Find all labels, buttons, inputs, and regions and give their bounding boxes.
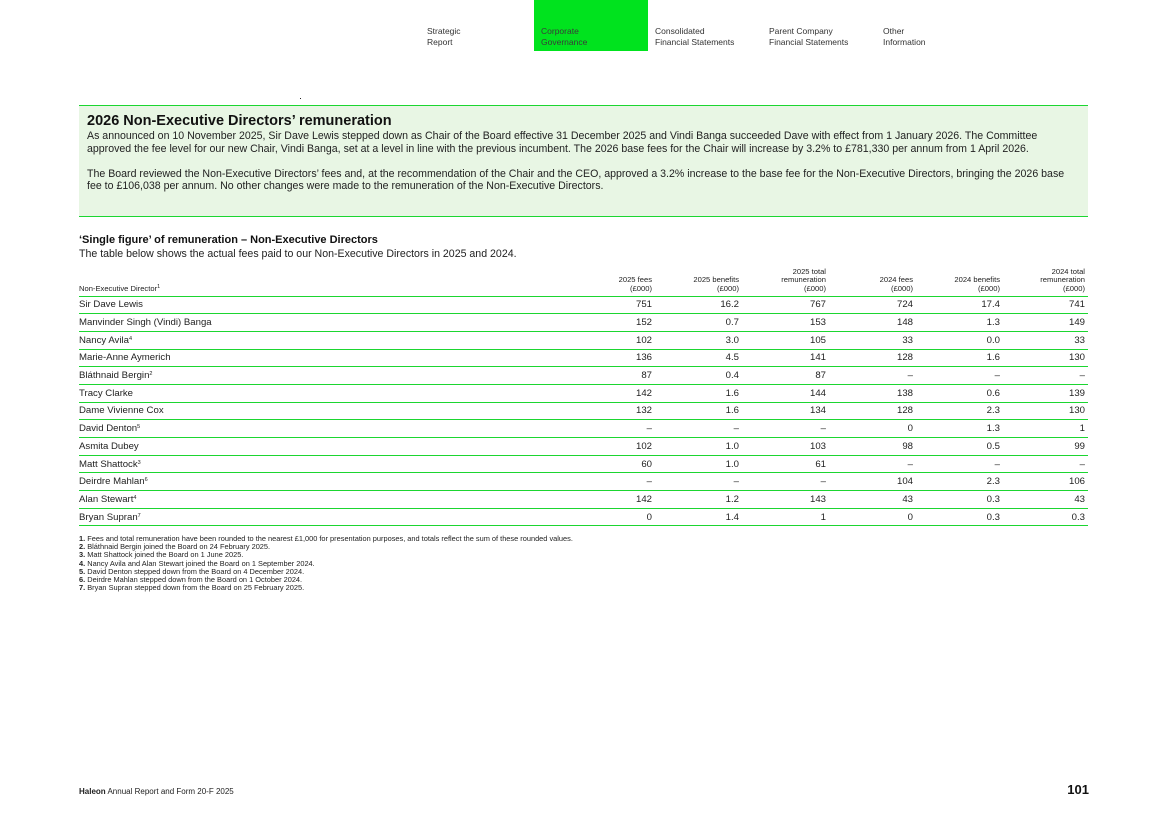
cell-total-2024: 1 bbox=[1003, 420, 1088, 438]
footnote-ref: 7 bbox=[137, 512, 141, 519]
cell-total-2024: 33 bbox=[1003, 331, 1088, 349]
cell-total-2024: 139 bbox=[1003, 384, 1088, 402]
footnotes bbox=[79, 535, 573, 592]
cell-director-name: Asmita Dubey bbox=[79, 438, 579, 456]
cell-benefits-2025: 3.0 bbox=[655, 331, 742, 349]
cell-fees-2024: 33 bbox=[829, 331, 916, 349]
cell-fees-2024: – bbox=[829, 455, 916, 473]
cell-total-2024: 43 bbox=[1003, 491, 1088, 509]
header-director: Non-Executive Director$^1$ bbox=[79, 264, 579, 296]
cell-benefits-2025: – bbox=[655, 473, 742, 491]
cell-total-2024: – bbox=[1003, 367, 1088, 385]
tab-label: Other bbox=[883, 26, 905, 36]
footnote-ref: 4 bbox=[128, 335, 133, 342]
cell-total-2024: 149 bbox=[1003, 314, 1088, 332]
table-row bbox=[79, 438, 1088, 456]
cell-benefits-2025: 4.5 bbox=[655, 349, 742, 367]
callout-title: 2026 Non-Executive Directors’ remuneration bbox=[87, 113, 392, 129]
footnote: 7. Bryan Supran stepped down from the Board on 25 February 2025. bbox=[79, 583, 305, 593]
cell-fees-2024: 138 bbox=[829, 384, 916, 402]
cell-total-2025: 103 bbox=[742, 438, 829, 456]
cell-benefits-2024: 2.3 bbox=[916, 473, 1003, 491]
cell-fees-2025: 102 bbox=[579, 331, 655, 349]
table-row bbox=[79, 349, 1088, 367]
table-row bbox=[79, 491, 1088, 509]
cell-benefits-2024: – bbox=[916, 455, 1003, 473]
footnote: 3. Matt Shattock joined the Board on 1 June 2025. bbox=[79, 550, 244, 560]
cell-benefits-2025: 1.6 bbox=[655, 402, 742, 420]
cell-fees-2025: 142 bbox=[579, 384, 655, 402]
cell-total-2024: 106 bbox=[1003, 473, 1088, 491]
table-row bbox=[79, 331, 1088, 349]
cell-fees-2024: – bbox=[829, 367, 916, 385]
table-row bbox=[79, 296, 1088, 314]
tab-label: Information bbox=[883, 36, 926, 47]
callout-paragraph-board: The Board reviewed the Non-Executive Directors’ fees and, at the recommendation of the Chair and the CEO, approved a 3.2% increase to the base fee for the Non-Executive Directors, bringing the 2026 base fee to £106,038 per annum. No other changes were made to the remuneration of the Non-Executive Directors. bbox=[87, 167, 1065, 193]
cell-benefits-2024: 1.3 bbox=[916, 420, 1003, 438]
top-nav bbox=[420, 0, 990, 51]
cell-benefits-2025: 1.6 bbox=[655, 384, 742, 402]
cell-director-name: Deirdre Mahlan$^6$ bbox=[79, 473, 579, 491]
header-2024-fees: 2024 fees (£000) bbox=[829, 264, 916, 296]
cell-director-name: David Denton$^5$ bbox=[79, 420, 579, 438]
cell-total-2025: 767 bbox=[742, 296, 829, 314]
cell-fees-2025: 87 bbox=[579, 367, 655, 385]
cell-total-2025: 134 bbox=[742, 402, 829, 420]
section-title: ‘Single figure’ of remuneration – Non-Executive Directors bbox=[79, 234, 378, 246]
cell-benefits-2024: 17.4 bbox=[916, 296, 1003, 314]
footer-document bbox=[79, 787, 234, 796]
footnote: 5. David Denton stepped down from the Board on 4 December 2024. bbox=[79, 566, 305, 576]
cell-director-name: Tracy Clarke bbox=[79, 384, 579, 402]
cell-fees-2025: – bbox=[579, 420, 655, 438]
cell-director-name: Bláthnaid Bergin$^2$ bbox=[79, 367, 579, 385]
cell-fees-2025: 152 bbox=[579, 314, 655, 332]
table-row bbox=[79, 384, 1088, 402]
table-row bbox=[79, 455, 1088, 473]
cell-total-2025: 153 bbox=[742, 314, 829, 332]
cell-total-2024: 130 bbox=[1003, 349, 1088, 367]
tab-corporate-governance[interactable] bbox=[534, 0, 648, 51]
remuneration-table bbox=[79, 264, 1088, 526]
footnote: 4. Nancy Avila and Alan Stewart joined the Board on 1 September 2024. bbox=[79, 558, 315, 568]
cell-benefits-2025: 1.0 bbox=[655, 455, 742, 473]
section-intro: The table below shows the actual fees paid to our Non-Executive Directors in 2025 and 2024. bbox=[79, 248, 517, 260]
callout-paragraph-chair: As announced on 10 November 2025, Sir Dave Lewis stepped down as Chair of the Board effective 31 December 2025 and Vindi Banga succeeded Dave with effect from 1 January 2026. The Committee approved the fee level for our new Chair, Vindi Banga, set at a level in line with the previous incumbent. The 2026 base fees for the Chair will increase by 3.2% to £781,330 per annum from 1 April 2026. bbox=[87, 130, 1038, 155]
cell-benefits-2025: – bbox=[655, 420, 742, 438]
cell-benefits-2024: 0.0 bbox=[916, 331, 1003, 349]
cell-director-name: Marie-Anne Aymerich bbox=[79, 349, 579, 367]
footnote-ref: 5 bbox=[137, 424, 141, 431]
cell-director-name: Sir Dave Lewis bbox=[79, 296, 579, 314]
cell-fees-2024: 43 bbox=[829, 491, 916, 509]
header-2025-total: 2025 total remuneration (£000) bbox=[742, 264, 829, 296]
table-row bbox=[79, 420, 1088, 438]
cell-benefits-2025: 0.4 bbox=[655, 367, 742, 385]
footnote-ref: 4 bbox=[133, 494, 137, 501]
cell-benefits-2024: 0.3 bbox=[916, 491, 1003, 509]
tab-label: Financial Statements bbox=[655, 36, 735, 47]
page-number: 101 bbox=[1067, 782, 1089, 797]
cell-benefits-2024: 0.6 bbox=[916, 384, 1003, 402]
cell-fees-2025: 0 bbox=[579, 508, 655, 526]
cell-fees-2025: 132 bbox=[579, 402, 655, 420]
tab-other-information[interactable] bbox=[876, 0, 990, 51]
table-body bbox=[79, 296, 1088, 526]
cell-total-2024: 741 bbox=[1003, 296, 1088, 314]
header-2024-benefits: 2024 benefits (£000) bbox=[916, 264, 1003, 296]
cell-fees-2024: 128 bbox=[829, 402, 916, 420]
cell-benefits-2024: – bbox=[916, 367, 1003, 385]
cell-benefits-2025: 1.4 bbox=[655, 508, 742, 526]
cell-fees-2024: 0 bbox=[829, 508, 916, 526]
cell-total-2025: 144 bbox=[742, 384, 829, 402]
header-2025-benefits: 2025 benefits (£000) bbox=[655, 264, 742, 296]
cell-total-2025: – bbox=[742, 473, 829, 491]
cell-benefits-2024: 0.5 bbox=[916, 438, 1003, 456]
cell-total-2025: 1 bbox=[742, 508, 829, 526]
remuneration-callout bbox=[79, 105, 1088, 217]
cell-fees-2024: 148 bbox=[829, 314, 916, 332]
cell-benefits-2025: 1.2 bbox=[655, 491, 742, 509]
cell-total-2025: 105 bbox=[742, 331, 829, 349]
cell-fees-2024: 128 bbox=[829, 349, 916, 367]
cell-benefits-2024: 1.6 bbox=[916, 349, 1003, 367]
cell-fees-2025: 102 bbox=[579, 438, 655, 456]
table-row bbox=[79, 367, 1088, 385]
footnote: 6. Deirdre Mahlan stepped down from the Board on 1 October 2024. bbox=[79, 575, 303, 585]
table-row bbox=[79, 314, 1088, 332]
tab-label: Corporate bbox=[541, 26, 579, 36]
table-row bbox=[79, 473, 1088, 491]
footnote: 1. Fees and total remuneration have been rounded to the nearest £1,000 for presentation purposes, and totals reflect the sum of these rounded values. bbox=[79, 534, 573, 543]
cell-total-2024: 99 bbox=[1003, 438, 1088, 456]
table-row bbox=[79, 508, 1088, 526]
tab-label: Parent Company bbox=[769, 26, 833, 36]
cell-director-name: Matt Shattock$^3$ bbox=[79, 455, 579, 473]
cell-fees-2025: 60 bbox=[579, 455, 655, 473]
cell-fees-2025: – bbox=[579, 473, 655, 491]
cell-total-2025: 141 bbox=[742, 349, 829, 367]
cell-fees-2025: 136 bbox=[579, 349, 655, 367]
footnote: 2. Bláthnaid Bergin joined the Board on 24 February 2025. bbox=[79, 542, 271, 552]
stray-dot bbox=[300, 98, 301, 99]
tab-strategic-report[interactable] bbox=[420, 0, 534, 51]
cell-total-2025: 143 bbox=[742, 491, 829, 509]
footer-brand: Haleon bbox=[79, 787, 106, 796]
cell-fees-2024: 0 bbox=[829, 420, 916, 438]
cell-director-name: Bryan Supran$^7$ bbox=[79, 508, 579, 526]
cell-fees-2025: 142 bbox=[579, 491, 655, 509]
cell-benefits-2025: 0.7 bbox=[655, 314, 742, 332]
cell-director-name: Nancy Avila$^4$ bbox=[79, 331, 579, 349]
cell-total-2024: 130 bbox=[1003, 402, 1088, 420]
cell-benefits-2024: 0.3 bbox=[916, 508, 1003, 526]
tab-parent-company-financial-statements[interactable] bbox=[762, 0, 876, 51]
cell-director-name: Alan Stewart$^4$ bbox=[79, 491, 579, 509]
tab-label: Strategic bbox=[427, 26, 461, 36]
cell-director-name: Manvinder Singh (Vindi) Banga bbox=[79, 314, 579, 332]
header-2025-fees: 2025 fees (£000) bbox=[579, 264, 655, 296]
tab-label: Governance bbox=[541, 36, 588, 47]
cell-total-2024: 0.3 bbox=[1003, 508, 1088, 526]
cell-fees-2025: 751 bbox=[579, 296, 655, 314]
tab-consolidated-financial-statements[interactable] bbox=[648, 0, 762, 51]
footnote-ref: 3 bbox=[137, 459, 141, 466]
footer-doc-title: Annual Report and Form 20-F 2025 bbox=[107, 787, 234, 796]
cell-benefits-2024: 1.3 bbox=[916, 314, 1003, 332]
cell-benefits-2025: 16.2 bbox=[655, 296, 742, 314]
cell-fees-2024: 98 bbox=[829, 438, 916, 456]
footnote-ref: 6 bbox=[144, 477, 148, 484]
cell-total-2024: – bbox=[1003, 455, 1088, 473]
table-row bbox=[79, 402, 1088, 420]
cell-total-2025: 61 bbox=[742, 455, 829, 473]
table-header-row bbox=[79, 264, 1088, 296]
header-2024-total: 2024 total remuneration (£000) bbox=[1003, 264, 1088, 296]
footnote-ref: 2 bbox=[149, 371, 153, 378]
tab-label: Report bbox=[427, 36, 453, 47]
tab-label: Consolidated bbox=[655, 26, 705, 36]
cell-benefits-2024: 2.3 bbox=[916, 402, 1003, 420]
cell-fees-2024: 724 bbox=[829, 296, 916, 314]
tab-label: Financial Statements bbox=[769, 36, 849, 47]
cell-total-2025: 87 bbox=[742, 367, 829, 385]
cell-benefits-2025: 1.0 bbox=[655, 438, 742, 456]
cell-total-2025: – bbox=[742, 420, 829, 438]
cell-director-name: Dame Vivienne Cox bbox=[79, 402, 579, 420]
cell-fees-2024: 104 bbox=[829, 473, 916, 491]
